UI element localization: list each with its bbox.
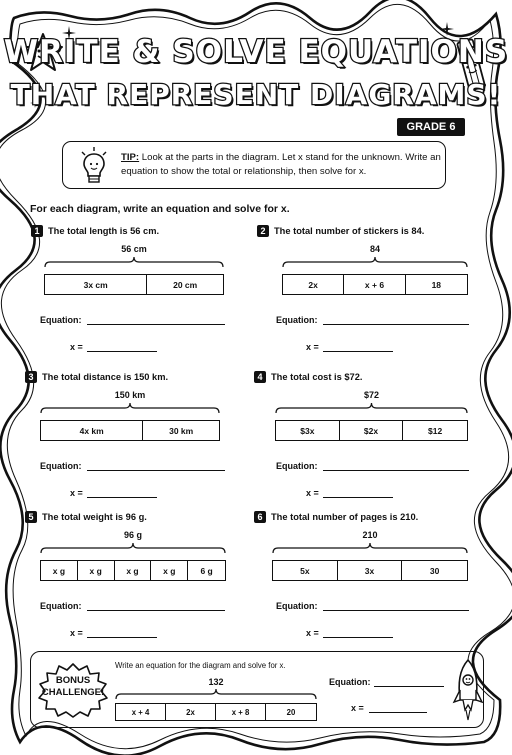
equation-answer-line[interactable] [87,470,225,471]
bar-segment: $2x [340,421,404,440]
problem-number: 4 [254,371,266,383]
equation-answer-line[interactable] [87,610,225,611]
equation-label: Equation: [40,461,82,471]
x-label: x = [70,488,83,498]
instructions: For each diagram, write an equation and solve for x. [30,203,290,215]
bar-diagram [40,420,220,441]
bonus-x-label: x = [351,703,364,713]
equation-answer-line[interactable] [323,324,469,325]
bar-segment: $3x [276,421,340,440]
bar-segment: 2x [283,275,344,294]
diagram-brace [40,542,226,554]
problem-title: The total number of pages is 210. [271,512,419,522]
diagram-brace [40,402,220,414]
tip-label: TIP: [121,152,140,163]
bar-diagram [115,703,317,721]
bar-segment: x + 8 [216,704,266,720]
page-title-line-1: WRITE & SOLVE EQUATIONS [3,34,509,70]
diagram-brace [282,256,468,268]
x-label: x = [306,342,319,352]
lightbulb-icon [77,146,111,186]
problem-title: The total weight is 96 g. [42,512,147,522]
bar-diagram [275,420,468,441]
bar-segment: x + 6 [344,275,405,294]
bar-segment: $12 [428,425,443,436]
bar-segment: x g [115,561,152,580]
bar-segment: 18 [431,279,442,290]
diagram-total-label: 56 cm [121,244,147,254]
bonus-badge-line-1: BONUS [55,675,91,686]
diagram-brace [275,402,468,414]
bar-segment: x + 4 [116,704,166,720]
grade-badge: GRADE 6 [397,118,465,136]
bonus-badge-line-2: CHALLENGE! [41,687,105,698]
bar-segment: 4x km [41,421,143,440]
problem-title: The total number of stickers is 84. [274,226,425,236]
diagram-total-label: $72 [363,390,380,400]
bonus-instruction: Write an equation for the diagram and solve for x. [115,661,286,670]
x-label: x = [306,628,319,638]
problem-number: 5 [25,511,37,523]
bonus-equation-line[interactable] [374,686,444,687]
x-label: x = [70,628,83,638]
bar-segment: 30 km [169,425,194,436]
bar-segment: 6 g [200,565,213,576]
bar-segment: x g [41,561,78,580]
bar-segment: 20 [286,707,296,717]
x-answer-line[interactable] [87,351,157,352]
problem-number: 2 [257,225,269,237]
diagram-total-label: 84 [369,244,380,254]
equation-label: Equation: [276,601,318,611]
tip-body: Look at the parts in the diagram. Let x stand for the unknown. Write an equation to show the total or relationship, then solve for x. [121,152,441,177]
page-title-line-2: THAT REPRESENT DIAGRAMS! [10,78,502,111]
equation-answer-line[interactable] [87,324,225,325]
bar-segment: 20 cm [173,279,198,290]
bonus-equation-label: Equation: [329,677,371,687]
x-label: x = [70,342,83,352]
equation-answer-line[interactable] [323,610,469,611]
bar-segment: x g [151,561,188,580]
bar-segment: 5x [273,561,338,580]
diagram-brace [44,256,224,268]
bar-diagram [282,274,468,295]
diagram-total-label: 96 g [123,530,142,540]
x-answer-line[interactable] [87,497,157,498]
problem-number: 1 [31,225,43,237]
diagram-brace [272,542,468,554]
bar-segment: 30 [429,565,440,576]
tip-text [121,151,441,179]
x-answer-line[interactable] [323,351,393,352]
equation-label: Equation: [40,601,82,611]
bonus-brace [115,688,317,700]
x-answer-line[interactable] [323,637,393,638]
problem-title: The total distance is 150 km. [42,372,169,382]
problem-number: 6 [254,511,266,523]
problem-title: The total cost is $72. [271,372,363,382]
diagram-total-label: 210 [362,530,378,540]
equation-answer-line[interactable] [323,470,469,471]
diagram-total-label: 150 km [114,390,146,400]
x-answer-line[interactable] [87,637,157,638]
bonus-x-line[interactable] [369,712,427,713]
bar-segment: 2x [166,704,216,720]
bar-diagram [44,274,224,295]
bar-diagram [272,560,468,581]
rocket-icon [451,658,485,724]
bar-segment: 3x cm [45,275,147,294]
bar-segment: x g [78,561,115,580]
problem-number: 3 [25,371,37,383]
equation-label: Equation: [276,315,318,325]
bar-segment: 3x [338,561,403,580]
equation-label: Equation: [276,461,318,471]
problem-title: The total length is 56 cm. [48,226,160,236]
bar-diagram [40,560,226,581]
bonus-challenge-box [30,651,484,728]
x-label: x = [306,488,319,498]
equation-label: Equation: [40,315,82,325]
bonus-total-label: 132 [208,677,224,687]
tip-box [62,141,446,189]
x-answer-line[interactable] [323,497,393,498]
